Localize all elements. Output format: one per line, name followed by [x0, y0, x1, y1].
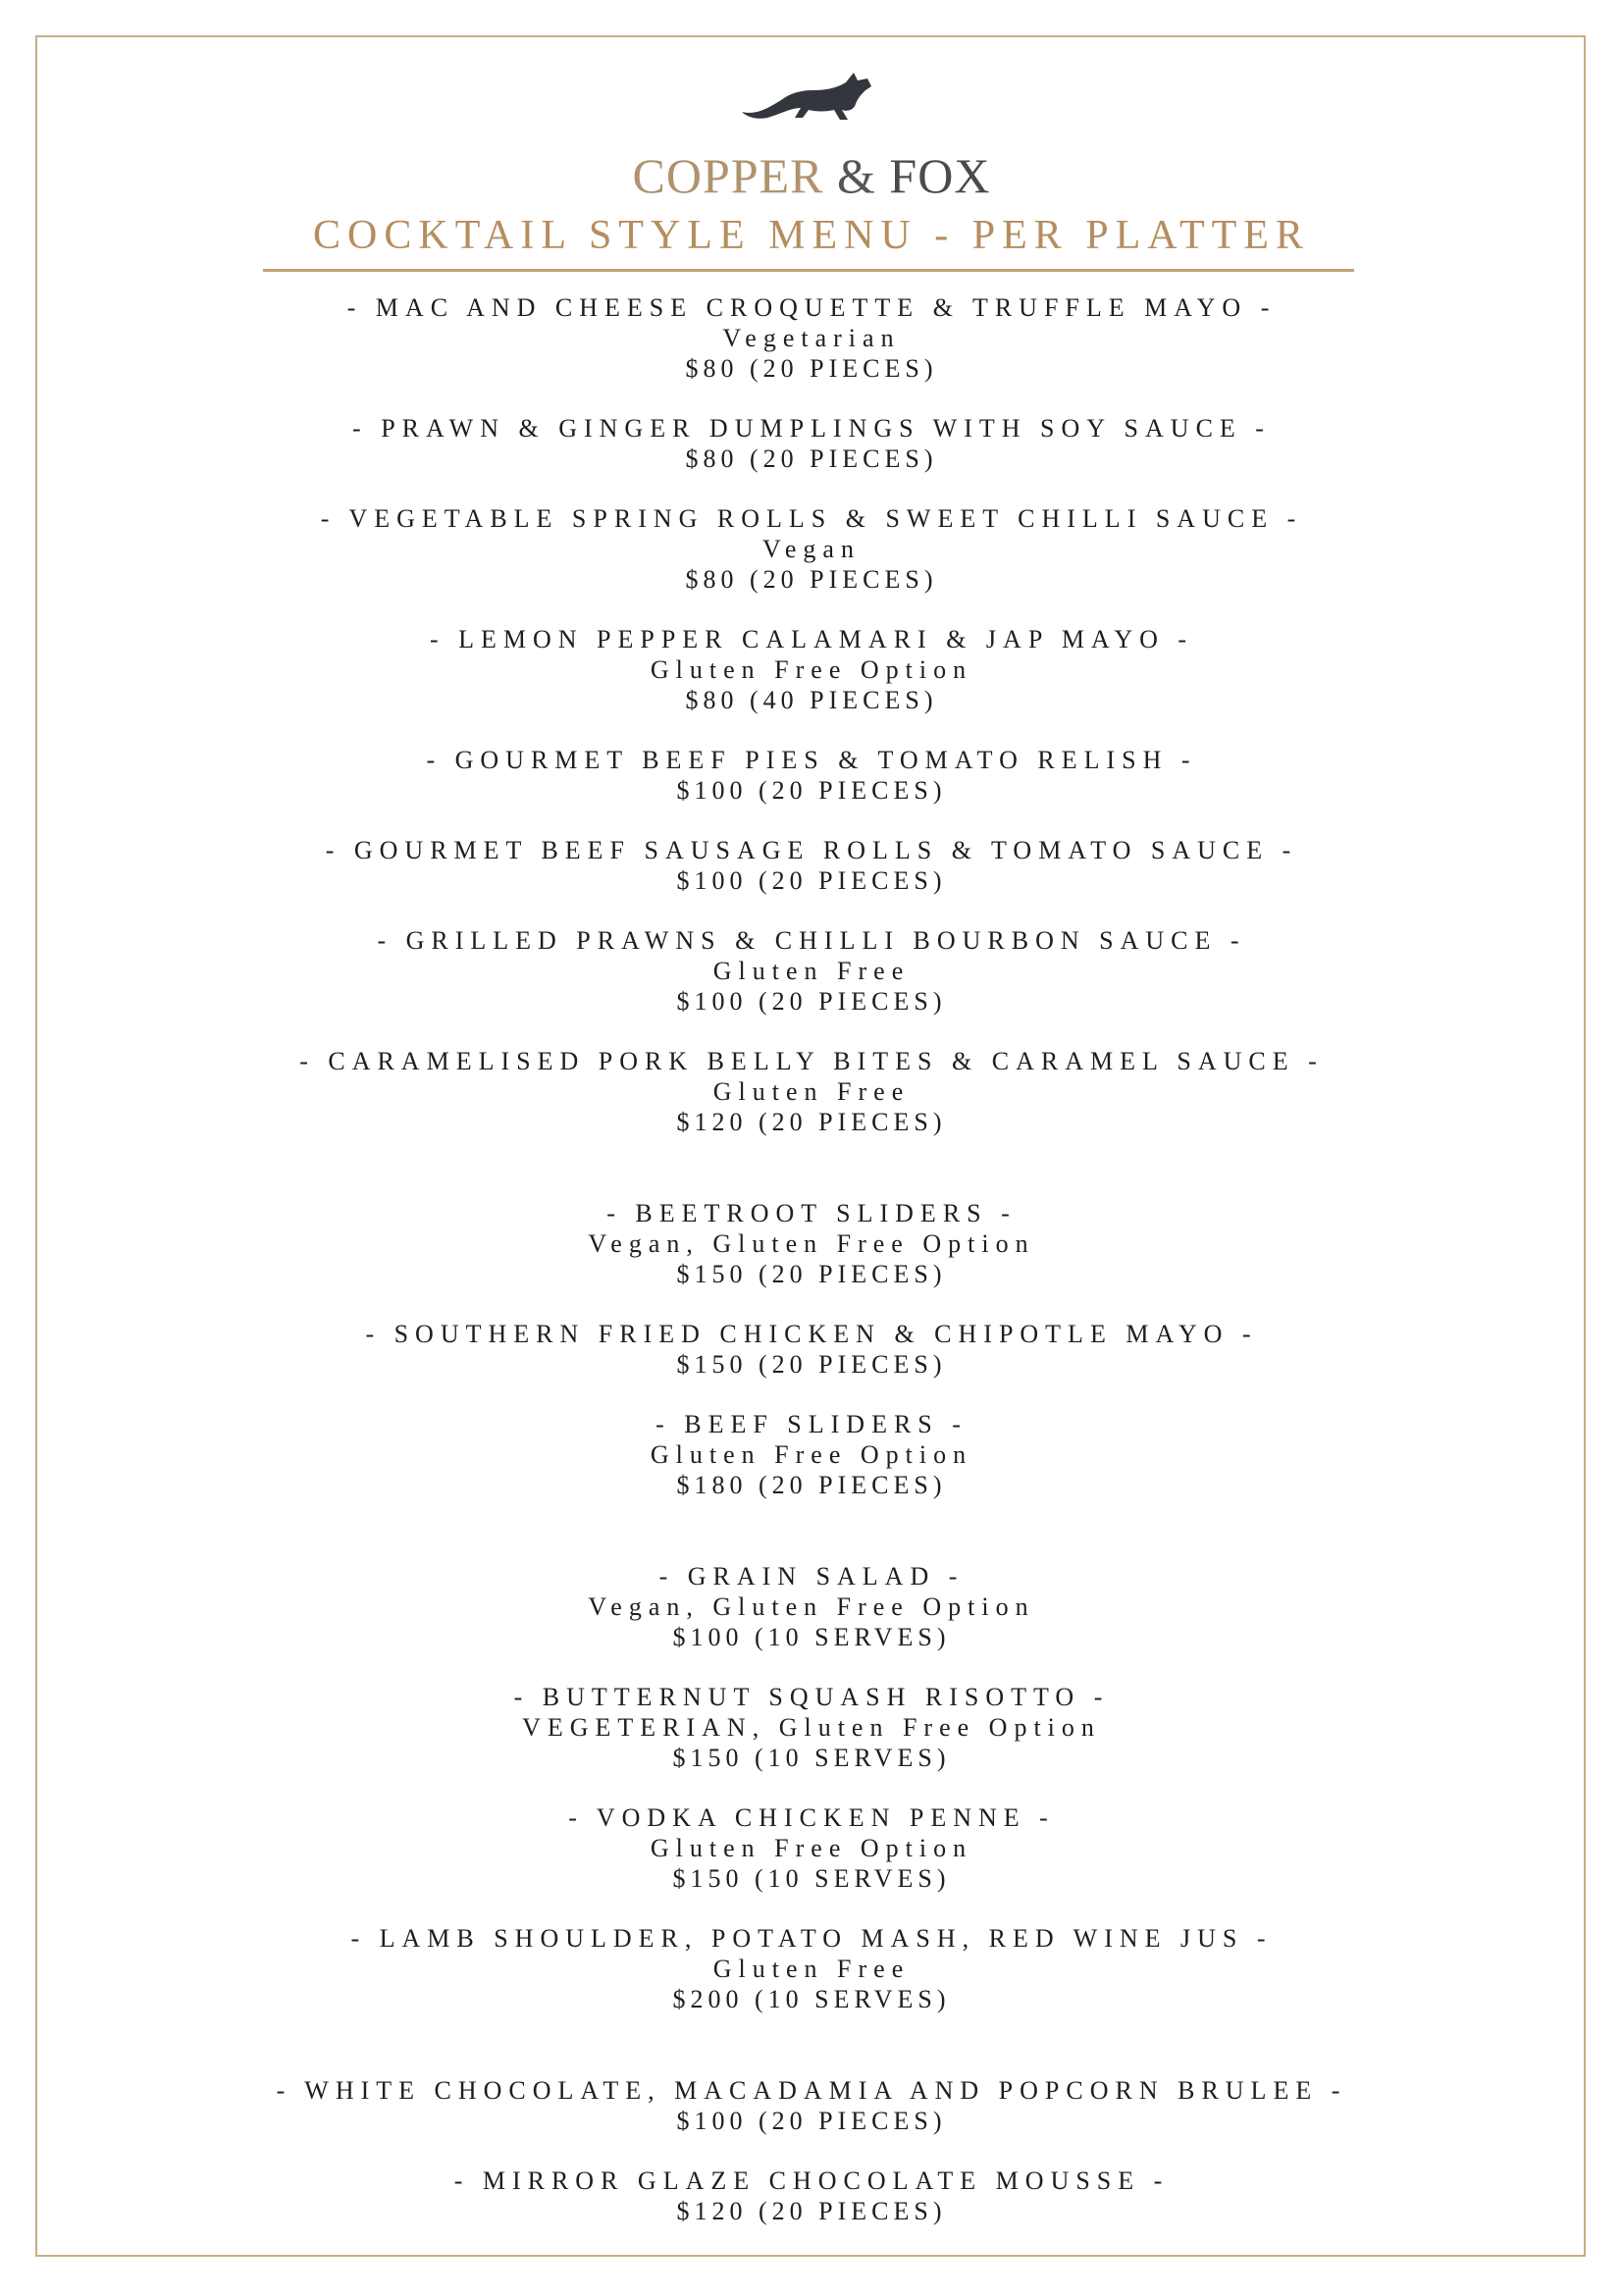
item-name: - BEEF SLIDERS -: [655, 1410, 968, 1438]
menu-list: [0, 292, 1623, 2226]
item-price: $120 (20 PIECES): [676, 1108, 947, 1136]
item-price: $150 (20 PIECES): [676, 1260, 947, 1288]
menu-item: [0, 835, 1623, 896]
item-note: Gluten Free: [712, 1955, 911, 1983]
item-price: $100 (10 SERVES): [672, 1623, 951, 1651]
brand-wordmark: [0, 147, 1623, 204]
menu-item: [0, 1561, 1623, 1652]
item-name: - LAMB SHOULDER, POTATO MASH, RED WINE JUS -: [350, 1924, 1273, 1953]
item-note: VEGETERIAN, Gluten Free Option: [522, 1713, 1101, 1742]
menu-item: [0, 745, 1623, 806]
item-note: Vegan, Gluten Free Option: [588, 1229, 1035, 1258]
item-price: $80 (20 PIECES): [685, 354, 938, 383]
item-note: Vegetarian: [722, 324, 901, 352]
item-price: $100 (20 PIECES): [676, 866, 947, 895]
menu-item: [0, 1682, 1623, 1773]
brand-fox: FOX: [889, 148, 991, 203]
menu-item: [0, 1319, 1623, 1380]
item-name: - VODKA CHICKEN PENNE -: [568, 1803, 1055, 1832]
item-price: $80 (20 PIECES): [685, 444, 938, 473]
item-note: Gluten Free Option: [650, 1834, 973, 1862]
item-price: $100 (20 PIECES): [676, 987, 947, 1016]
item-note: Vegan, Gluten Free Option: [588, 1592, 1035, 1621]
item-price: $180 (20 PIECES): [676, 1471, 947, 1499]
brand-copper: COPPER: [632, 148, 824, 203]
item-name: - BUTTERNUT SQUASH RISOTTO -: [513, 1683, 1110, 1711]
item-name: - BEETROOT SLIDERS -: [606, 1199, 1017, 1227]
item-name: - VEGETABLE SPRING ROLLS & SWEET CHILLI SAUCE -: [320, 504, 1303, 533]
menu-item: [0, 2166, 1623, 2226]
menu-item: [0, 1923, 1623, 2014]
item-name: - GRILLED PRAWNS & CHILLI BOURBON SAUCE -: [377, 926, 1246, 955]
item-name: - GRAIN SALAD -: [658, 1562, 965, 1591]
item-price: $80 (20 PIECES): [685, 565, 938, 594]
item-name: - GOURMET BEEF SAUSAGE ROLLS & TOMATO SAUCE -: [325, 836, 1298, 864]
brand-ampersand: &: [837, 148, 876, 203]
menu-item: [0, 1046, 1623, 1137]
menu-item: [0, 925, 1623, 1017]
menu-item: [0, 1409, 1623, 1500]
item-name: - CARAMELISED PORK BELLY BITES & CARAMEL SAUCE -: [299, 1047, 1324, 1075]
menu-item: [0, 1198, 1623, 1289]
item-price: $100 (20 PIECES): [676, 2107, 947, 2135]
item-note: Gluten Free Option: [650, 655, 973, 684]
item-note: Gluten Free: [712, 1077, 911, 1106]
item-name: - MAC AND CHEESE CROQUETTE & TRUFFLE MAYO -: [346, 293, 1277, 322]
item-price: $150 (10 SERVES): [672, 1864, 951, 1893]
item-price: $150 (20 PIECES): [676, 1350, 947, 1379]
item-name: - WHITE CHOCOLATE, MACADAMIA AND POPCORN BRULEE -: [276, 2076, 1347, 2105]
menu-item: [0, 292, 1623, 384]
menu-item: [0, 413, 1623, 474]
fox-logo-icon: [738, 61, 885, 130]
item-price: $150 (10 SERVES): [672, 1744, 951, 1772]
item-price: $100 (20 PIECES): [676, 776, 947, 805]
menu-item: [0, 624, 1623, 715]
item-name: - GOURMET BEEF PIES & TOMATO RELISH -: [426, 746, 1197, 774]
menu-item: [0, 503, 1623, 595]
header-divider: [263, 269, 1354, 272]
item-price: $120 (20 PIECES): [676, 2197, 947, 2225]
item-note: Gluten Free Option: [650, 1440, 973, 1469]
item-price: $80 (40 PIECES): [685, 686, 938, 714]
menu-item: [0, 2075, 1623, 2136]
item-note: Vegan: [762, 535, 861, 563]
item-name: - LEMON PEPPER CALAMARI & JAP MAYO -: [429, 625, 1194, 653]
menu-subtitle: COCKTAIL STYLE MENU - PER PLATTER: [313, 213, 1310, 258]
item-price: $200 (10 SERVES): [672, 1985, 951, 2013]
item-note: Gluten Free: [712, 957, 911, 985]
item-name: - PRAWN & GINGER DUMPLINGS WITH SOY SAUCE -: [352, 414, 1271, 443]
menu-item: [0, 1802, 1623, 1894]
logo: [0, 61, 1623, 134]
item-name: - SOUTHERN FRIED CHICKEN & CHIPOTLE MAYO -: [365, 1320, 1258, 1348]
item-name: - MIRROR GLAZE CHOCOLATE MOUSSE -: [453, 2166, 1170, 2195]
